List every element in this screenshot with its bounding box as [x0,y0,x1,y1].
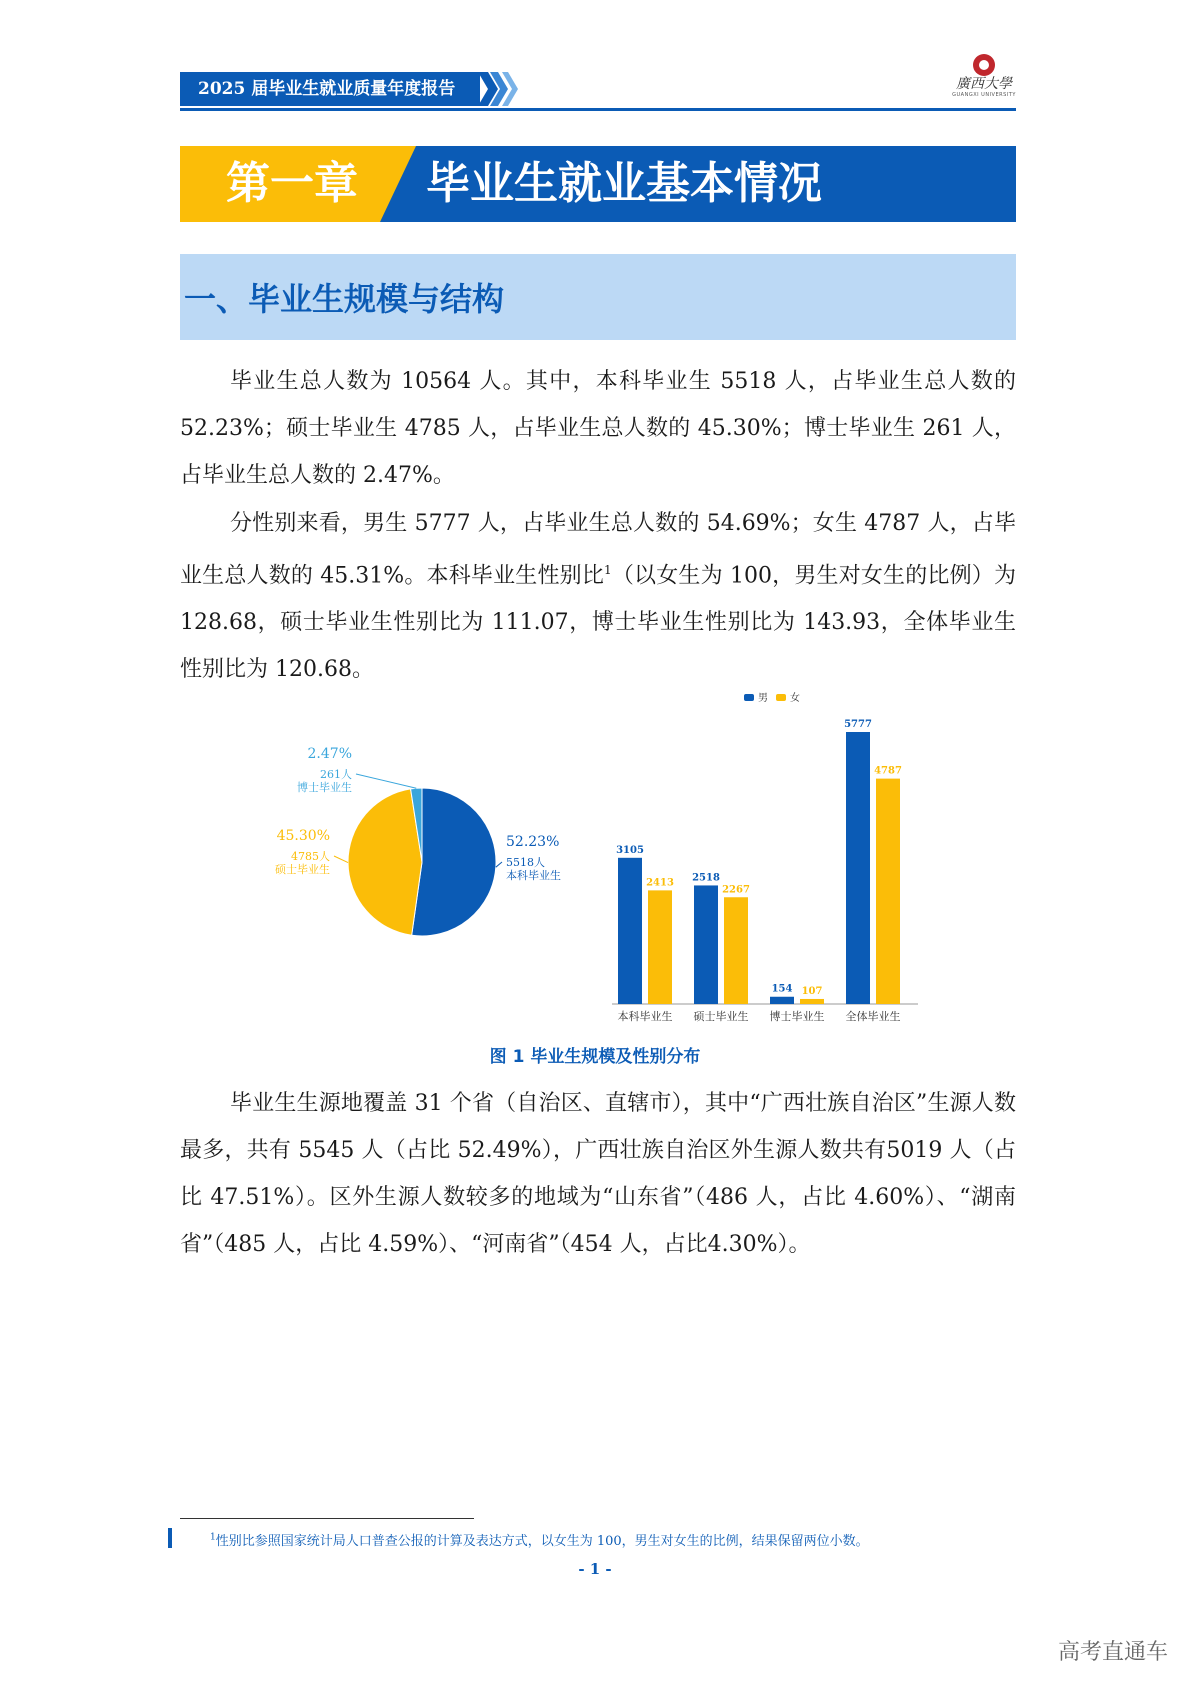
legend-swatch-1 [776,694,786,701]
bar-2-1 [800,999,824,1004]
bar-value-label-3-0: 5777 [844,719,872,730]
chapter-number: 第一章 [226,158,358,209]
footnote-marker-bar [168,1528,172,1548]
pie-name-label-2: 博士毕业生 [297,781,352,794]
pie-slice-0 [412,788,496,936]
pie-count-label-2: 261人 [320,768,352,781]
university-seal-icon [973,54,995,76]
pie-percent-label-1: 45.30% [276,828,330,844]
header-chevrons-icon [478,72,522,106]
gender-distribution-bar-chart [606,684,926,1024]
report-title-text: 2025 届毕业生就业质量年度报告 [198,79,456,99]
bar-2-0 [770,997,794,1004]
x-tick-label-2: 博士毕业生 [769,1010,825,1023]
paragraph-gender-structure [180,500,1016,693]
paragraph-gender-text-a: 分性别来看，男生 5777 人，占毕业生总人数的 54.69%；女生 4787 人，占毕业生总人数的 45.31%。本科毕业生性别比 [180,511,1016,589]
chapter-banner [180,146,1016,222]
footnote-text: 性别比参照国家统计局人口普查公报的计算及表达方式，以女生为 100，男生对女生的比例，结果保留两位小数。 [215,1534,869,1549]
page-number: - 1 - [578,1560,612,1578]
bar-value-label-3-1: 4787 [874,765,902,777]
pie-percent-label-2: 2.47% [307,746,352,762]
graduate-scale-pie-chart [200,740,600,970]
pie-slice-1 [348,789,422,935]
report-header-title [180,72,480,106]
x-tick-label-3: 全体毕业生 [845,1010,901,1023]
pie-leader-line-2 [356,774,416,788]
legend-label-1: 女 [790,693,800,704]
watermark-text: 高考直通车 [1058,1640,1169,1665]
logo-chinese-name: 廣西大學 [956,76,1012,92]
pie-name-label-0: 本科毕业生 [506,869,561,882]
bar-value-label-2-1: 107 [801,985,823,997]
header-rule [180,108,1016,111]
pie-leader-line-1 [334,856,348,863]
section-header [180,254,1016,340]
chapter-title: 毕业生就业基本情况 [426,158,822,209]
pie-name-label-1: 硕士毕业生 [275,863,330,876]
bar-3-1 [876,779,900,1004]
footnote [210,1530,869,1549]
pie-percent-label-0: 52.23% [506,834,560,850]
bar-value-label-1-0: 2518 [692,872,720,884]
footnote-number: 1 [210,1532,216,1543]
footnote-rule [180,1518,474,1519]
university-logo [952,54,1016,106]
pie-count-label-1: 4785人 [291,850,330,863]
pie-count-label-0: 5518人 [506,856,545,869]
legend-swatch-0 [744,694,754,701]
bar-0-1 [648,890,672,1004]
paragraph-graduate-scale: 毕业生总人数为 10564 人。其中，本科毕业生 5518 人，占毕业生总人数的52.23%；硕士毕业生 4785 人，占毕业生总人数的 45.30%；博士毕业生 261 人，占毕业生总人数的 2.47%。 [180,369,1016,488]
bar-1-1 [724,897,748,1004]
bar-value-label-2-0: 154 [771,983,793,995]
bar-3-0 [846,732,870,1004]
paragraph-source-regions: 毕业生生源地覆盖 31 个省（自治区、直辖市），其中“广西壮族自治区”生源人数最多，共有 5545 人（占比 52.49%），广西壮族自治区外生源人数共有5019 人（占比 47.51%）。区外生源人数较多的地域为“山东省”（486 人，占比 4.60%）、“湖南省”（485 人，占比 4.59%）、“河南省”（454 人，占比4.30%）。 [180,1091,1016,1257]
bar-1-0 [694,885,718,1004]
pie-leader-line-0 [496,862,502,867]
section-title: 一、毕业生规模与结构 [184,280,505,318]
footnote-ref[interactable]: 1 [604,563,612,577]
bar-0-0 [618,858,642,1004]
figure-caption: 图 1 毕业生规模及性别分布 [489,1047,701,1067]
logo-english-name: GUANGXI UNIVERSITY [952,92,1016,98]
bar-value-label-0-1: 2413 [646,877,674,889]
paragraph-gender-text-b: （以女生为 100，男生对女生的比例）为 128.68，硕士毕业生性别比为 111.07，博士毕业生性别比为 143.93，全体毕业生性别比为 120.68。 [180,563,1016,683]
bar-value-label-0-0: 3105 [616,844,644,856]
x-tick-label-1: 硕士毕业生 [693,1010,749,1023]
legend-label-0: 男 [758,693,768,704]
bar-value-label-1-1: 2267 [722,884,750,896]
x-tick-label-0: 本科毕业生 [617,1010,673,1023]
